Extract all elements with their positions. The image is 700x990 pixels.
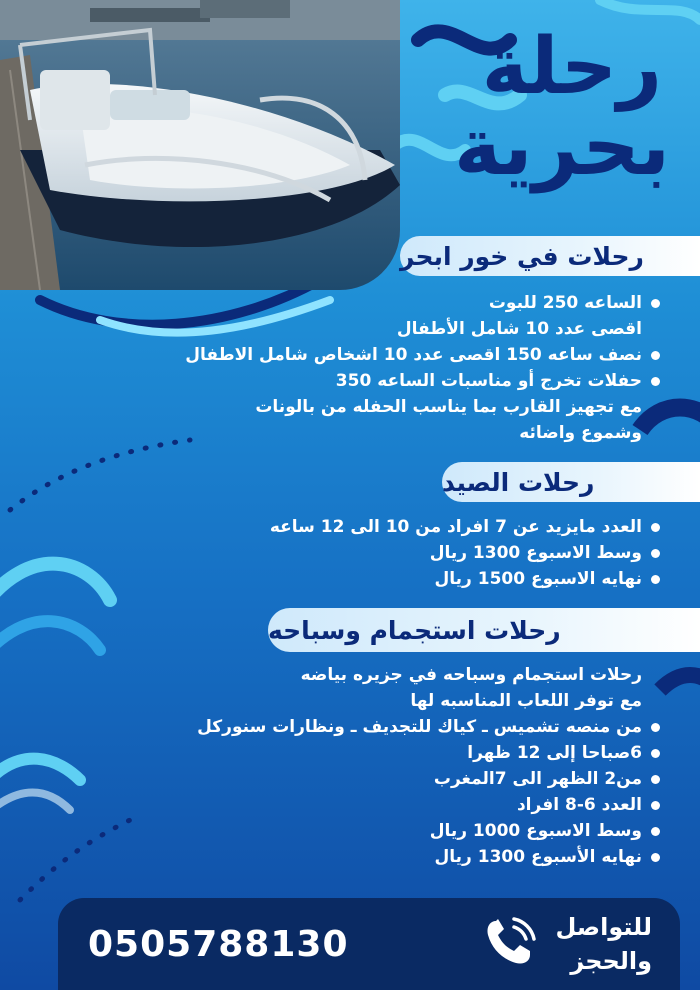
contact-footer [58,898,680,990]
poster-title-line1: رحلة [481,22,662,112]
boat-photo [0,0,400,290]
khor-abhur-list [185,290,660,446]
contact-line2: والحجز [570,947,652,975]
list-item: من2 الظهر الى 7المغرب [197,766,660,792]
section-heading-text: رحلات الصيد [442,467,595,497]
contact-label [556,910,653,978]
contact-line1: للتواصل [555,913,652,941]
phone-number[interactable]: 0505788130 [88,923,349,965]
phone-icon[interactable] [480,913,538,975]
list-item: اقصى عدد 10 شامل الأطفال [396,319,642,339]
section-heading-fishing [442,462,700,502]
list-item: الساعه 250 للبوت [185,290,660,316]
boat-image [0,0,400,290]
list-item: وسط الاسبوع 1300 ريال [270,540,660,566]
list-item: العدد مايزيد عن 7 افراد من 10 الى 12 ساعه [270,514,660,540]
list-item: مع تجهيز القارب بما يناسب الحفله من بالونات [255,397,642,417]
poster-title-line2: بحرية [453,100,670,193]
contact-label-group [480,910,653,978]
section-heading-text: رحلات استجمام وسباحه [268,615,561,645]
list-item: وسط الاسبوع 1000 ريال [197,818,660,844]
list-item: حفلات تخرج أو مناسبات الساعه 350 [185,368,660,394]
list-item: نصف ساعه 150 اقصى عدد 10 اشخاص شامل الاطفال [185,342,660,368]
section-heading-text: رحلات في خور ابحر [400,241,644,271]
leisure-list [197,662,660,870]
list-item: مع توفر اللعاب المناسبه لها [410,691,642,711]
list-item: نهايه الأسبوع 1300 ريال [197,844,660,870]
list-item: وشموع واضائه [519,423,642,443]
list-item: من منصه تشميس ـ كياك للتجديف ـ ونظارات سنوركل [197,714,660,740]
list-item: رحلات استجمام وسباحه في جزيره بياضه [300,665,642,685]
fishing-list [270,514,660,592]
section-heading-khor-abhur [400,236,700,276]
section-heading-leisure-swimming [268,608,700,652]
list-item: العدد 6-8 افراد [197,792,660,818]
list-item: نهايه الاسبوع 1500 ريال [270,566,660,592]
list-item: 6صباحا إلى 12 ظهرا [197,740,660,766]
